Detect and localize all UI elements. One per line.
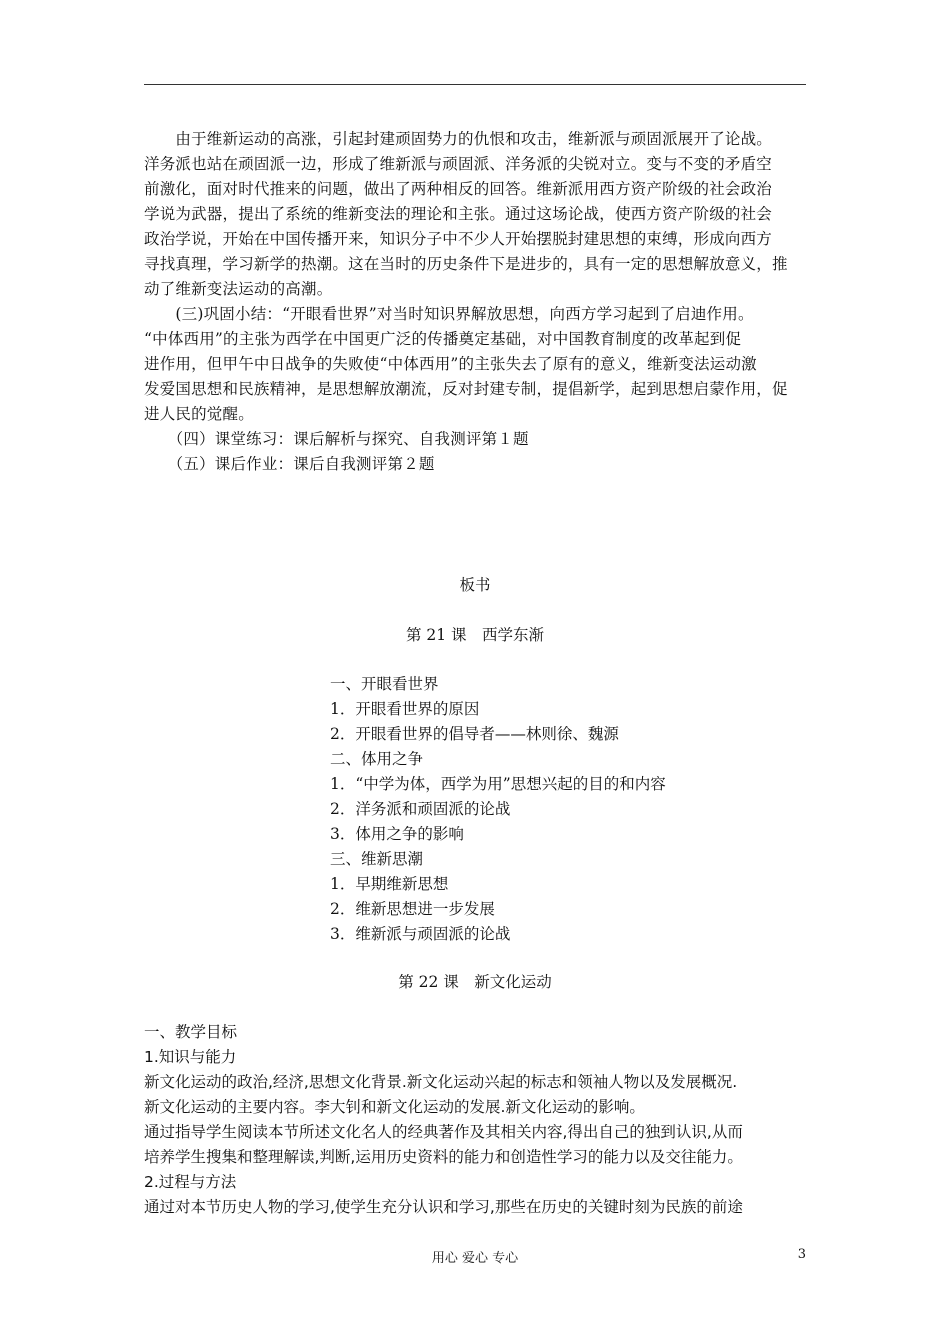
text-line: 进人民的觉醒。: [144, 405, 254, 423]
text-line: 政治学说，开始在中国传播开来，知识分子中不少人开始摆脱封建思想的束缚，形成向西方: [144, 230, 773, 248]
paragraph-reform-debate: [144, 127, 806, 302]
outline-item: 2．维新思想进一步发展: [330, 900, 495, 918]
text-line: 2.过程与方法: [144, 1173, 237, 1191]
text-line: 新文化运动的政治,经济,思想文化背景.新文化运动兴起的标志和领袖人物以及发展概况.: [144, 1073, 738, 1091]
text-line: “中体西用”的主张为西学在中国更广泛的传播奠定基础，对中国教育制度的改革起到促: [144, 330, 742, 348]
footer-slogan: 用心 爱心 专心: [431, 1251, 519, 1266]
lesson22-objectives: [144, 1020, 806, 1220]
text-line: （四）课堂练习：课后解析与探究、自我测评第１题: [144, 430, 529, 448]
outline-item: 3．体用之争的影响: [330, 825, 464, 843]
text-line: 动了维新变法运动的高潮。: [144, 280, 333, 298]
text-line: 进作用，但甲午中日战争的失败使“中体西用”的主张失去了原有的意义，维新变法运动激: [144, 355, 757, 373]
paragraph-summary: [144, 302, 806, 477]
lesson21-title: 第 21 课 西学东渐: [405, 626, 545, 644]
lesson22-title: 第 22 课 新文化运动: [398, 973, 552, 991]
text-line: 学说为武器，提出了系统的维新变法的理论和主张。通过这场论战，使西方资产阶级的社会: [144, 205, 773, 223]
text-line: 寻找真理，学习新学的热潮。这在当时的历史条件下是进步的，具有一定的思想解放意义，推: [144, 255, 788, 273]
outline-item: 一、开眼看世界: [330, 675, 439, 693]
page-number: 3: [797, 1247, 806, 1262]
text-line: 发爱国思想和民族精神，是思想解放潮流，反对封建专制，提倡新学，起到思想启蒙作用，促: [144, 380, 788, 398]
text-line: 通过指导学生阅读本节所述文化名人的经典著作及其相关内容,得出自己的独到认识,从而: [144, 1123, 743, 1141]
text-line: 洋务派也站在顽固派一边，形成了维新派与顽固派、洋务派的尖锐对立。变与不变的矛盾空: [144, 155, 773, 173]
outline-item: 1．开眼看世界的原因: [330, 700, 480, 718]
text-line: 通过对本节历史人物的学习,使学生充分认识和学习,那些在历史的关键时刻为民族的前途: [144, 1198, 743, 1216]
text-line: (三)巩固小结：“开眼看世界”对当时知识界解放思想，向西方学习起到了启迪作用。: [144, 305, 754, 323]
text-line: 由于维新运动的高涨，引起封建顽固势力的仇恨和攻击，维新派与顽固派展开了论战。: [144, 130, 773, 148]
text-line: 前激化，面对时代推来的问题，做出了两种相反的回答。维新派用西方资产阶级的社会政治: [144, 180, 773, 198]
outline-item: 1．“中学为体，西学为用”思想兴起的目的和内容: [330, 775, 666, 793]
board-outline: [330, 672, 666, 947]
text-line: 新文化运动的主要内容。李大钊和新文化运动的发展.新文化运动的影响。: [144, 1098, 645, 1116]
outline-item: 三、维新思潮: [330, 850, 424, 868]
outline-item: 1．早期维新思想: [330, 875, 449, 893]
outline-item: 二、体用之争: [330, 750, 424, 768]
outline-item: 2．洋务派和顽固派的论战: [330, 800, 511, 818]
board-heading: 板书: [459, 576, 491, 594]
text-line: 一、教学目标: [144, 1023, 238, 1041]
outline-item: 3．维新派与顽固派的论战: [330, 925, 511, 943]
text-line: 1.知识与能力: [144, 1048, 237, 1066]
outline-item: 2．开眼看世界的倡导者——林则徐、魏源: [330, 725, 619, 743]
header-rule: [144, 84, 806, 85]
text-line: 培养学生搜集和整理解读,判断,运用历史资料的能力和创造性学习的能力以及交往能力。: [144, 1148, 743, 1166]
text-line: （五）课后作业：课后自我测评第２题: [144, 455, 435, 473]
